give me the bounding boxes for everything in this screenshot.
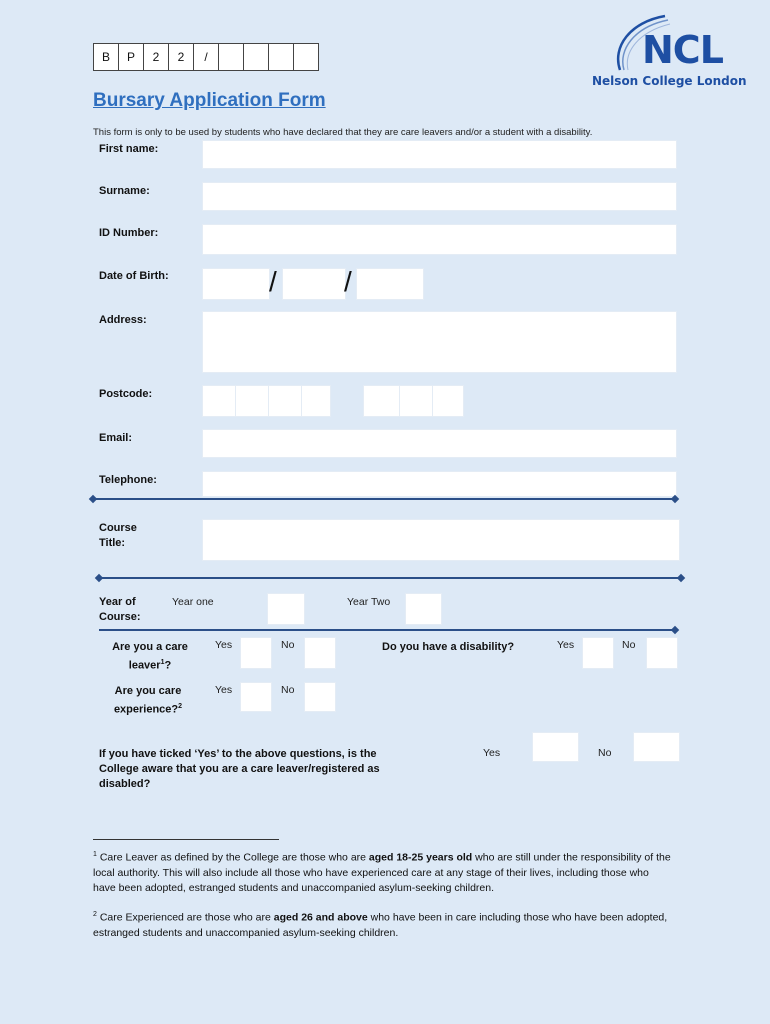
- footnote-text: Care Experienced are those who are: [96, 911, 274, 924]
- disability-question: Do you have a disability?: [382, 641, 515, 653]
- telephone-field[interactable]: [202, 471, 677, 497]
- college-aware-yes-checkbox[interactable]: [532, 732, 579, 762]
- question-line: [110, 655, 190, 674]
- care-leaver-question: [110, 640, 190, 674]
- ref-cell[interactable]: B: [94, 44, 119, 70]
- ref-cell[interactable]: P: [119, 44, 144, 70]
- id-number-label: ID Number:: [99, 227, 159, 239]
- footnote-text: who have been in care including those who have been adopted, estranged students and unaccompanied asylum-seeking children.: [93, 911, 668, 939]
- ref-cell[interactable]: [219, 44, 244, 70]
- question-line: College aware that you are a care leaver/registered as: [99, 763, 380, 775]
- divider-end-marker: [677, 574, 685, 582]
- address-field[interactable]: [202, 311, 677, 373]
- course-title-label: [99, 521, 137, 551]
- ref-cell[interactable]: /: [194, 44, 219, 70]
- disability-yes-label: Yes: [557, 639, 575, 651]
- footnote-1: [93, 847, 673, 896]
- question-line: Are you care: [114, 685, 182, 697]
- ref-cell[interactable]: 2: [169, 44, 194, 70]
- year-label-line: Year of: [99, 596, 136, 608]
- disability-no-label: No: [622, 639, 636, 651]
- year-of-course-label: [99, 595, 141, 625]
- care-leaver-yes-checkbox[interactable]: [240, 637, 272, 669]
- question-line: [108, 699, 188, 718]
- footnote-text: who are still under the responsibility of the local authority. This will also include all those who have experienced care at any stage of their lives, including those who have been adopted, estranged students and unaccompanied asylum-seeking children.: [93, 851, 671, 894]
- year-two-checkbox[interactable]: [405, 593, 442, 625]
- ref-cell[interactable]: [244, 44, 269, 70]
- year-one-checkbox[interactable]: [267, 593, 305, 625]
- question-line: If you have ticked ‘Yes’ to the above questions, is the: [99, 748, 377, 760]
- disability-no-checkbox[interactable]: [646, 637, 678, 669]
- care-experience-yes-label: Yes: [215, 684, 233, 696]
- course-label-line: Title:: [99, 537, 126, 549]
- college-aware-no-checkbox[interactable]: [633, 732, 680, 762]
- course-label-line: Course: [99, 522, 137, 534]
- care-leaver-yes-label: Yes: [215, 639, 233, 651]
- page-title: Bursary Application Form: [93, 90, 326, 111]
- postcode-char-box[interactable]: [399, 385, 433, 417]
- dob-separator: /: [269, 266, 277, 297]
- college-aware-yes-label: Yes: [483, 747, 501, 759]
- section-divider: [99, 577, 681, 579]
- dob-separator: /: [344, 266, 352, 297]
- care-experience-no-checkbox[interactable]: [304, 682, 336, 712]
- postcode-char-box[interactable]: [202, 385, 236, 417]
- divider-end-marker: [89, 495, 97, 503]
- question-line: Are you a care: [112, 641, 188, 653]
- footnote-2: [93, 907, 673, 941]
- divider-end-marker: [95, 574, 103, 582]
- id-number-field[interactable]: [202, 224, 677, 255]
- first-name-label: First name:: [99, 143, 159, 155]
- section-divider: [93, 498, 675, 500]
- ref-cell[interactable]: [294, 44, 318, 70]
- postcode-label: Postcode:: [99, 388, 153, 400]
- footnote-emphasis: aged 26 and above: [273, 911, 368, 924]
- year-one-label: Year one: [172, 596, 214, 608]
- care-experience-yes-checkbox[interactable]: [240, 682, 272, 712]
- dob-day-field[interactable]: [202, 268, 270, 300]
- postcode-char-box[interactable]: [268, 385, 302, 417]
- dob-year-field[interactable]: [356, 268, 424, 300]
- intro-text: This form is only to be used by students who have declared that they are care leavers and/or a student with a disability.: [93, 127, 593, 138]
- postcode-char-box[interactable]: [363, 385, 400, 417]
- postcode-char-box[interactable]: [432, 385, 464, 417]
- surname-field[interactable]: [202, 182, 677, 211]
- college-aware-question: [99, 747, 380, 792]
- question-text: leaver: [128, 659, 161, 672]
- footnote-number: 2: [93, 911, 97, 918]
- footnote-text: Care Leaver as defined by the College are those who are: [96, 851, 369, 864]
- first-name-field[interactable]: [202, 140, 677, 169]
- section-divider: [99, 629, 675, 631]
- year-two-label: Year Two: [347, 596, 391, 608]
- college-aware-no-label: No: [598, 747, 612, 759]
- dob-label: Date of Birth:: [99, 270, 169, 282]
- footnote-ref: 2: [178, 703, 183, 710]
- postcode-char-box[interactable]: [301, 385, 331, 417]
- footnote-separator: [93, 839, 279, 840]
- question-suffix: ?: [164, 659, 172, 672]
- care-experience-question: [108, 684, 188, 718]
- footnote-number: 1: [93, 851, 97, 858]
- footnote-emphasis: aged 18-25 years old: [368, 851, 473, 864]
- email-field[interactable]: [202, 429, 677, 458]
- care-leaver-no-checkbox[interactable]: [304, 637, 336, 669]
- divider-end-marker: [671, 495, 679, 503]
- course-title-field[interactable]: [202, 519, 680, 561]
- year-label-line: Course:: [99, 611, 141, 623]
- postcode-char-box[interactable]: [235, 385, 269, 417]
- address-label: Address:: [99, 314, 147, 326]
- telephone-label: Telephone:: [99, 474, 157, 486]
- logo-wordmark: NCL: [642, 28, 723, 72]
- ref-cell[interactable]: [269, 44, 294, 70]
- disability-yes-checkbox[interactable]: [582, 637, 614, 669]
- question-text: experience?: [113, 703, 179, 716]
- reference-number-boxes: [93, 43, 319, 71]
- care-experience-no-label: No: [281, 684, 295, 696]
- care-leaver-no-label: No: [281, 639, 295, 651]
- ref-cell[interactable]: 2: [144, 44, 169, 70]
- surname-label: Surname:: [99, 185, 150, 197]
- email-label: Email:: [99, 432, 133, 444]
- dob-month-field[interactable]: [282, 268, 346, 300]
- logo-subtitle: Nelson College London: [592, 74, 747, 88]
- footnote-ref: 1: [160, 659, 165, 666]
- divider-end-marker: [671, 626, 679, 634]
- question-line: disabled?: [99, 778, 151, 790]
